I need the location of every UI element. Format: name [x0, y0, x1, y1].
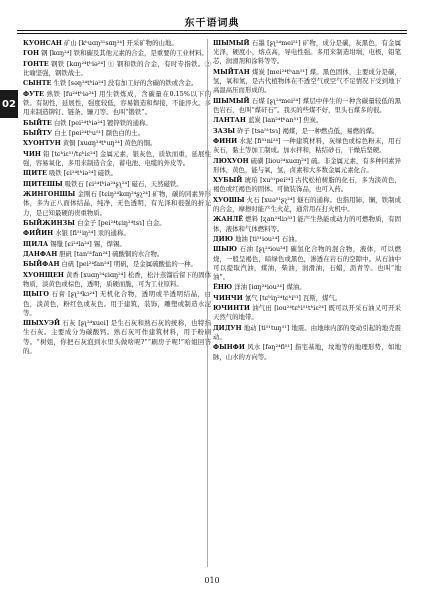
- entry-headword: ЮЧИНТИ: [213, 304, 250, 313]
- entry-headword: БЫЙТЕ: [23, 118, 52, 127]
- entry-definition: 吸铁石 [ɕi²⁴tʰiə²⁴ʂʅ²⁴] 磁石，天然磁铁。: [64, 179, 183, 188]
- dictionary-entry: [23, 240, 211, 249]
- dictionary-entry: [213, 215, 401, 233]
- right-column: [213, 39, 401, 567]
- entry-headword: ЗАЗЫ: [213, 126, 236, 135]
- section-tab: 02: [0, 90, 18, 118]
- entry-headword: ШЫМЫЙ: [213, 39, 250, 47]
- entry-definition: 矿山 [kʰuɑŋ³¹sɑŋ²⁴] 开采矿物的山地。: [63, 39, 178, 47]
- entry-definition: 地动 [ti⁵¹tuŋ⁵¹] 地震。由地球内部的变动引起的地壳震动。: [213, 323, 401, 341]
- header-rule: [17, 30, 407, 31]
- dictionary-entry: [23, 60, 211, 78]
- entry-definition: 白金子 [pei²⁴tɕiŋ²⁴tsɿ] 白金。: [76, 218, 166, 227]
- entry-definition: 油气田 [iou²⁴tɕʰi⁵¹tʰiɛ²⁴] 既可以开采石油又可开采天然气的地带。: [213, 304, 401, 322]
- entry-definition: 石墨 [ʂʅ²⁴mei⁵¹] 矿物，成分是碳，灰黑色，有金属光泽，硬度小，熔点高，导电性强。多用来制造坩埚，电极，铅笔芯，润滑剂和涂料等等。: [213, 39, 401, 66]
- left-column: [23, 39, 211, 567]
- entry-headword: ХУБЫЙ: [213, 176, 243, 185]
- dictionary-entry: [213, 137, 401, 155]
- entry-headword: ЩИТЕ: [23, 169, 47, 178]
- dictionary-entry: [23, 119, 211, 128]
- dictionary-entry: [213, 176, 401, 194]
- entry-definition: 石灰 [ʂʅ²⁴xuei] 是生石灰和熟石灰的统称，也特指生石灰。主要成分为碳酸钙。熟石灰可作建筑材料，用于粉刷等。“树姐，你把石灰泡到水里头做啥呢?”“刷房子呢!”哈姐回答的。: [23, 319, 211, 355]
- entry-headword: ЖАНЛЁ: [213, 215, 244, 224]
- entry-definition: 白土 [pei²⁴tʰu⁵¹] 颜色白的土。: [54, 128, 144, 137]
- entry-headword: ФЫНФИ: [213, 343, 245, 352]
- entry-headword: ГОН: [23, 49, 40, 58]
- header-rule-thin: [17, 33, 407, 34]
- entry-definition: 地油 [ti⁵¹iou²⁴] 石油。: [235, 234, 301, 243]
- dictionary-entry: [213, 294, 401, 303]
- entry-definition: 石膏 [ʂʅ²⁴kɔ²⁴] 无机化合物，透明或半透明结晶，白色，淡黄色，粉红色或灰色。用于建筑，装饰，雕塑或制造水泥等。: [23, 290, 211, 317]
- dictionary-entry: [213, 343, 401, 361]
- page-number: 010: [204, 576, 220, 585]
- dictionary-entry: [23, 90, 211, 118]
- entry-headword: ЖИНГОНШЫ: [23, 190, 76, 199]
- dictionary-entry: [23, 319, 211, 356]
- entry-headword: ШЫМЫЙ: [213, 96, 250, 105]
- dictionary-entry: [213, 324, 401, 342]
- entry-headword: ЛАНТАН: [213, 116, 246, 125]
- entry-definition: 生铁 [səŋ²⁴tʰiə²⁴] 没有加工好的含碳的铁或含金。: [53, 79, 198, 88]
- entry-headword: ШЫЮ: [213, 245, 238, 254]
- dictionary-entry: [213, 283, 401, 292]
- entry-definition: 金刚石 [tɕiŋ²⁴kɑŋ²⁴ʂʅ²⁴] 矿物，碳的同素异形体，多为正八面体结晶，纯净，无色透明，有光泽和很强的折光力，是已知最硬的贵重物质。: [23, 190, 211, 217]
- entry-definition: 水泥 [fi⁵¹ni²⁴] 一种建筑材料，灰绿色或棕色粉末，用石灰石，黏土等加工制成。加水拌和，粘结砂石，干燥后坚硬。: [213, 136, 401, 155]
- entry-definition: 砟子 [tsa⁵¹tsɿ] 褐煤，是一种燃点低，易燃的煤。: [237, 126, 379, 135]
- entry-definition: 风水 [fəŋ²⁴fi⁵¹] 指宅基地，坟地等的地理形势，如地脉，山水的方向等。: [213, 343, 401, 361]
- entry-definition: 洋油 [iɑŋ²⁴iou²⁴] 煤油。: [234, 283, 306, 292]
- entry-headword: ШЫХУЭЙ: [23, 319, 61, 328]
- dictionary-entry: [23, 169, 211, 178]
- entry-definition: 钢 [kɑŋ²⁴] 铁和碳及其他元素的合金，是重要的工业材料。: [41, 49, 208, 58]
- dictionary-entry: [213, 97, 401, 115]
- dictionary-entry: [213, 116, 401, 125]
- dictionary-entry: [23, 39, 211, 48]
- entry-definition: 水银 [fi⁵¹iŋ²⁴] 汞的通称。: [55, 229, 130, 238]
- entry-headword: ЛЮХУОН: [213, 156, 249, 165]
- entry-definition: 熟铁 [fu²⁴tʰiə²⁴] 用生铁炼成，含碳量在0.15%以下的铁。有韧性，延展性，强度较低，容易锻造和焊接，不能淬火。多用来制造铆钉、链条、镰刀等。也叫“锻铁”。: [23, 89, 211, 117]
- dictionary-entry: [213, 245, 401, 282]
- entry-headword: ЩИЛА: [23, 239, 49, 248]
- entry-headword: КУОНСАН: [23, 39, 62, 47]
- entry-definition: 氰气 [tɕʰiŋ²⁴tɕʰi⁵¹] 瓦斯，煤气。: [244, 293, 342, 302]
- entry-headword: БЫЙФАН: [23, 260, 60, 269]
- entry-definition: 锡镴 [ɕi²⁴la²⁴] 锡，焊锡。: [50, 239, 126, 248]
- entry-headword: ЧИН: [23, 149, 41, 158]
- dictionary-entry: [213, 68, 401, 96]
- column-divider: [207, 39, 208, 567]
- entry-headword: БЫЙЖИНЗЫ: [23, 218, 75, 227]
- entry-definition: 铅 [tɕʰiɛ⁵¹/tɕʰiɛ²⁴] 金属元素，银灰色，质软而重，延展性强，容易氧化，多用来制造合金，蓄电池、电缆的外皮等。: [23, 149, 211, 167]
- dictionary-entry: [23, 219, 211, 228]
- dictionary-entry: [23, 190, 211, 218]
- entry-definition: 白铁 [pei²⁴tʰiə²⁴] 镀锌铁的通称。: [53, 118, 152, 127]
- dictionary-entry: [23, 79, 211, 88]
- entry-headword: ХУОНТУН: [23, 139, 61, 148]
- entry-definition: 石油 [ʂʅ²⁴iou²⁴] 碳氢化合物的混合物，液体，可以燃烧，一般呈褐色，暗绿色或黑色，渗透在岩石的空隙中。从石油中可以提取汽油，煤油，柴油，润滑油，石蜡，沥青等。也叫“地油”。: [213, 245, 401, 281]
- entry-definition: 煤炭 [mei²⁴tʰan⁵¹] 煤。黑色固体，主要成分是碳，氢，氧和氮，是古代植物体在不透空气或空气不足情况下受到地下高温高压而形成的。: [213, 67, 401, 95]
- entry-headword: ФИЙИН: [23, 229, 54, 238]
- dictionary-entry: [23, 129, 211, 138]
- entry-definition: 吸铁 [ɕi²⁴tʰiə²⁴] 磁铁。: [48, 169, 118, 178]
- entry-definition: 燃料 [ʐan²⁴liɔ⁵¹] 能产生热能或动力的可燃物质，有固体，液体和气体燃料等。: [213, 215, 401, 233]
- dictionary-entry: [213, 196, 401, 214]
- entry-definition: 蓝炭 [lan²⁴tʰan⁵¹] 焦炭。: [247, 116, 323, 125]
- entry-definition: 琥珀 [xu⁵¹pei²⁴] 古代松柏树脂的化石，多为淡黄色，褐色或红褐色的固体。可做装饰品，也可入药。: [213, 176, 401, 194]
- entry-headword: ГОНТЕ: [23, 59, 49, 68]
- entry-headword: ДИЮ: [213, 234, 233, 243]
- dictionary-entry: [23, 150, 211, 168]
- entry-headword: ЧИНЧИ: [213, 293, 243, 302]
- dictionary-entry: [213, 127, 401, 136]
- dictionary-entry: [213, 235, 401, 244]
- entry-headword: ЩИТЕШЫ: [23, 179, 63, 188]
- entry-headword: ЁНЮ: [213, 283, 233, 292]
- entry-headword: ДАНФАН: [23, 250, 58, 259]
- entry-headword: ЩЫГО: [23, 290, 49, 299]
- entry-headword: ДИДУН: [213, 323, 242, 332]
- dictionary-entry: [23, 229, 211, 238]
- entry-headword: ФУТЕ: [23, 89, 44, 98]
- dictionary-entry: [213, 304, 401, 322]
- entry-definition: 钢铁 [kɑŋ²⁴tʰiə²⁴] ① 钢和铁的合金，有时专指铁。② 比喻坚强，钢铁战士。: [23, 59, 211, 77]
- entry-definition: 黄香 [xuɑŋ²⁴ɕiɑŋ²⁴] 松香，松汁蒸馏后留下的固体物质，淡黄色或棕色，透明，质硬而脆，可为工业原料。: [23, 270, 211, 289]
- dictionary-entry: [213, 157, 401, 175]
- dictionary-entry: [23, 290, 211, 318]
- entry-definition: 火石 [xuə⁵¹ʂʅ²⁴] 燧石的通称。也指用铈，镧，铁制成的合金，摩擦时能产生火花，通常用在打火机中。: [213, 195, 401, 213]
- entry-headword: ХУОНЩЕН: [23, 270, 64, 279]
- dictionary-entry: [23, 139, 211, 148]
- entry-headword: МЫЙТАН: [213, 67, 250, 76]
- entry-definition: 胆矾 [tan⁵¹fan²⁴] 硫酸铜的水合物。: [59, 250, 164, 259]
- page-header-title: 东干语词典: [184, 18, 240, 29]
- entry-definition: 石煤 [ʂʅ²⁴mei²⁴] 煤层中伴生的一种含碳量较低的黑色岩石，也叫“煤矸石”。我买的些煤不好，里头石煤多的很。: [213, 96, 401, 114]
- entry-definition: 白矾 [pei²⁴fan²⁴] 明矾，是金属硫酸盐的一种。: [61, 260, 197, 269]
- dictionary-entry: [23, 260, 211, 269]
- entry-headword: ХУОШЫ: [213, 195, 245, 204]
- dictionary-entry: [23, 49, 211, 58]
- entry-headword: СЫНТЕ: [23, 79, 52, 88]
- entry-definition: 硫磺 [liou²⁴xuɑŋ²⁴] 硫。非金属元素，有多种同素异形体，黄色，能与氧，氢，卤素和大多数金属元素化合。: [213, 156, 401, 174]
- entry-definition: 黄铜 [xuɑŋ²⁴tʰuŋ²⁴] 黄色的铜。: [62, 139, 157, 148]
- entry-headword: ФИНИ: [213, 136, 238, 145]
- dictionary-entry: [23, 271, 211, 289]
- entry-headword: БЫЙТУ: [23, 128, 53, 137]
- dictionary-entry: [23, 250, 211, 259]
- dictionary-entry: [213, 39, 401, 67]
- dictionary-entry: [23, 180, 211, 189]
